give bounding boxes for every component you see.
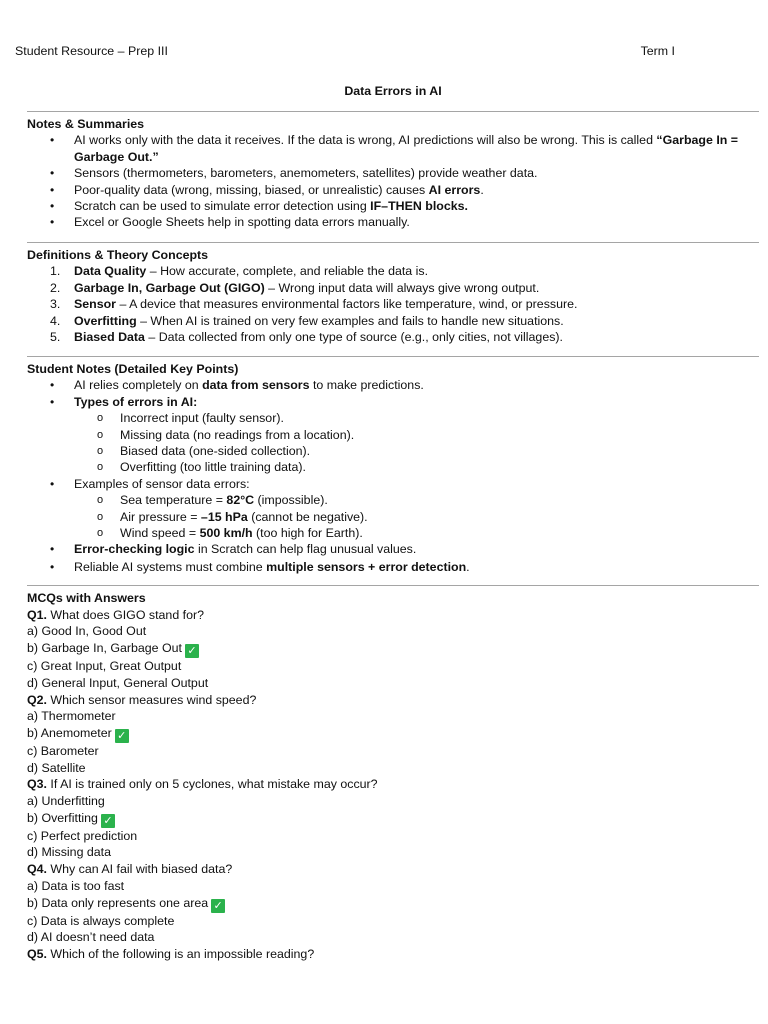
question-text: Which of the following is an impossible reading? bbox=[46, 946, 315, 961]
bold-text: data from sensors bbox=[202, 378, 310, 393]
bullet-item bbox=[27, 132, 762, 165]
text-run: AI relies completely on bbox=[74, 378, 203, 393]
page-header bbox=[15, 44, 675, 58]
option bbox=[27, 640, 762, 658]
text-run: Excel or Google Sheets help in spotting data errors manually. bbox=[74, 215, 410, 230]
option-text: b) Overfitting bbox=[27, 810, 98, 825]
question bbox=[27, 692, 762, 709]
bullet-item bbox=[27, 377, 762, 393]
option-text: b) Data only represents one area bbox=[27, 895, 209, 910]
bold-text: Types of errors in AI: bbox=[74, 394, 198, 409]
bold-text: Error-checking logic bbox=[74, 542, 195, 557]
option bbox=[27, 929, 762, 946]
option bbox=[27, 743, 762, 760]
document-title: Data Errors in AI bbox=[344, 84, 442, 98]
question-text: What does GIGO stand for? bbox=[46, 607, 205, 622]
bold-text: –15 hPa bbox=[200, 509, 248, 524]
student-notes-heading: Student Notes (Detailed Key Points) bbox=[27, 362, 239, 376]
text-run: . bbox=[466, 559, 470, 574]
check-mark-icon: ✓ bbox=[115, 729, 129, 743]
option-text: d) Satellite bbox=[27, 760, 86, 775]
item-number: 3. bbox=[50, 297, 61, 312]
option bbox=[27, 913, 762, 930]
mcq-section bbox=[27, 590, 762, 963]
definitions-section bbox=[27, 247, 762, 345]
definition-item bbox=[27, 329, 762, 345]
option bbox=[27, 760, 762, 777]
divider bbox=[27, 111, 759, 112]
bold-text: Garbage In, Garbage Out (GIGO) bbox=[74, 280, 265, 295]
option bbox=[27, 708, 762, 725]
option-text: d) AI doesn’t need data bbox=[27, 930, 155, 945]
text-run: – A device that measures environmental factors like temperature, wind, or pressure. bbox=[116, 297, 578, 312]
question-label: Q2. bbox=[27, 692, 47, 707]
sub-list bbox=[27, 410, 762, 476]
sub-list bbox=[27, 492, 762, 541]
text-run: Incorrect input (faulty sensor). bbox=[120, 411, 284, 426]
text-run: Sea temperature = bbox=[120, 493, 227, 508]
option bbox=[27, 810, 762, 828]
text-run: – When AI is trained on very few examples and fails to handle new situations. bbox=[136, 313, 564, 328]
option bbox=[27, 658, 762, 675]
item-number: 5. bbox=[50, 330, 61, 345]
text-run: . bbox=[480, 182, 484, 197]
question bbox=[27, 607, 762, 624]
sub-bullet-item bbox=[27, 492, 762, 508]
question bbox=[27, 776, 762, 793]
mcq-heading: MCQs with Answers bbox=[27, 591, 146, 605]
notes-list bbox=[27, 132, 762, 230]
option-text: a) Thermometer bbox=[27, 709, 116, 724]
text-run: in Scratch can help flag unusual values. bbox=[194, 542, 417, 557]
mcq-list bbox=[27, 607, 762, 963]
question-label: Q4. bbox=[27, 862, 47, 877]
option bbox=[27, 725, 762, 743]
text-run: Missing data (no readings from a location). bbox=[120, 427, 355, 442]
bold-text: 82°C bbox=[226, 493, 255, 508]
text-run: Examples of sensor data errors: bbox=[74, 476, 250, 491]
option bbox=[27, 878, 762, 895]
divider bbox=[27, 356, 759, 357]
bold-text: Biased Data bbox=[74, 330, 145, 345]
divider bbox=[27, 242, 759, 243]
bold-text: 500 km/h bbox=[199, 526, 253, 541]
question-label: Q1. bbox=[27, 607, 47, 622]
text-run: Scratch can be used to simulate error detection using bbox=[74, 199, 371, 214]
sub-bullet-item bbox=[27, 459, 762, 475]
option-text: d) General Input, General Output bbox=[27, 675, 209, 690]
bold-text: multiple sensors + error detection bbox=[266, 559, 467, 574]
divider bbox=[27, 585, 759, 586]
option-text: b) Garbage In, Garbage Out bbox=[27, 641, 182, 656]
text-run: (too high for Earth). bbox=[252, 526, 363, 541]
text-run: Poor-quality data (wrong, missing, biased, or unrealistic) causes bbox=[74, 182, 429, 197]
text-run: – Wrong input data will always give wrong output. bbox=[264, 280, 540, 295]
item-number: 4. bbox=[50, 313, 61, 328]
option bbox=[27, 844, 762, 861]
question bbox=[27, 946, 762, 963]
bullet-item bbox=[27, 165, 762, 181]
option-text: b) Anemometer bbox=[27, 725, 112, 740]
option bbox=[27, 793, 762, 810]
bullet-item bbox=[27, 541, 762, 557]
question-text: Why can AI fail with biased data? bbox=[46, 862, 233, 877]
definitions-list bbox=[27, 263, 762, 345]
text-run: AI works only with the data it receives. If the data is wrong, AI predictions will also be wrong. This is called bbox=[74, 133, 657, 148]
sub-bullet-item bbox=[27, 410, 762, 426]
sub-bullet-item bbox=[27, 443, 762, 459]
check-mark-icon: ✓ bbox=[101, 814, 115, 828]
option-text: c) Barometer bbox=[27, 743, 99, 758]
notes-heading: Notes & Summaries bbox=[27, 117, 145, 131]
option bbox=[27, 828, 762, 845]
bullet-item bbox=[27, 214, 762, 230]
header-left: Student Resource – Prep III bbox=[15, 44, 168, 58]
bold-text: AI errors bbox=[428, 182, 481, 197]
bold-text: IF–THEN blocks. bbox=[370, 199, 468, 214]
sub-list-wrapper bbox=[27, 492, 762, 541]
text-run: to make predictions. bbox=[309, 378, 424, 393]
option-text: d) Missing data bbox=[27, 845, 112, 860]
header-right: Term I bbox=[640, 44, 675, 58]
sub-bullet-item bbox=[27, 525, 762, 541]
option bbox=[27, 623, 762, 640]
option-text: a) Underfitting bbox=[27, 794, 105, 809]
text-run: – How accurate, complete, and reliable the data is. bbox=[146, 264, 429, 279]
option-text: c) Great Input, Great Output bbox=[27, 659, 182, 674]
option-text: a) Good In, Good Out bbox=[27, 624, 147, 639]
bold-text: Data Quality bbox=[74, 264, 147, 279]
question bbox=[27, 861, 762, 878]
definition-item bbox=[27, 263, 762, 279]
option bbox=[27, 895, 762, 913]
text-run: Reliable AI systems must combine bbox=[74, 559, 267, 574]
definitions-heading: Definitions & Theory Concepts bbox=[27, 248, 209, 262]
bold-text: “Garbage In = Garbage Out.” bbox=[74, 133, 739, 164]
definition-item bbox=[27, 296, 762, 312]
text-run: (impossible). bbox=[254, 493, 328, 508]
definition-item bbox=[27, 280, 762, 296]
item-number: 2. bbox=[50, 280, 61, 295]
text-run: Air pressure = bbox=[120, 509, 201, 524]
text-run: Wind speed = bbox=[120, 526, 200, 541]
text-run: – Data collected from only one type of source (e.g., only cities, not villages). bbox=[144, 330, 563, 345]
question-label: Q5. bbox=[27, 946, 47, 961]
option-text: c) Perfect prediction bbox=[27, 828, 138, 843]
check-mark-icon: ✓ bbox=[185, 644, 199, 658]
student-notes-list bbox=[27, 377, 762, 575]
bullet-item bbox=[27, 394, 762, 410]
question-text: Which sensor measures wind speed? bbox=[46, 692, 257, 707]
bullet-item bbox=[27, 476, 762, 492]
question-label: Q3. bbox=[27, 777, 47, 792]
bullet-item bbox=[27, 559, 762, 575]
bullet-item bbox=[27, 198, 762, 214]
option-text: c) Data is always complete bbox=[27, 913, 175, 928]
bold-text: Overfitting bbox=[74, 313, 137, 328]
sub-list-wrapper bbox=[27, 410, 762, 476]
text-run: Sensors (thermometers, barometers, anemometers, satellites) provide weather data. bbox=[74, 166, 538, 181]
text-run: Overfitting (too little training data). bbox=[120, 460, 306, 475]
question-text: If AI is trained only on 5 cyclones, what mistake may occur? bbox=[46, 777, 378, 792]
text-run: Biased data (one-sided collection). bbox=[120, 444, 311, 459]
definition-item bbox=[27, 313, 762, 329]
notes-section bbox=[27, 116, 762, 231]
sub-bullet-item bbox=[27, 427, 762, 443]
bullet-item bbox=[27, 182, 762, 198]
check-mark-icon: ✓ bbox=[211, 899, 225, 913]
option-text: a) Data is too fast bbox=[27, 878, 125, 893]
sub-bullet-item bbox=[27, 509, 762, 525]
student-notes-section bbox=[27, 361, 762, 575]
text-run: (cannot be negative). bbox=[247, 509, 368, 524]
item-number: 1. bbox=[50, 264, 61, 279]
bold-text: Sensor bbox=[74, 297, 117, 312]
option bbox=[27, 675, 762, 692]
